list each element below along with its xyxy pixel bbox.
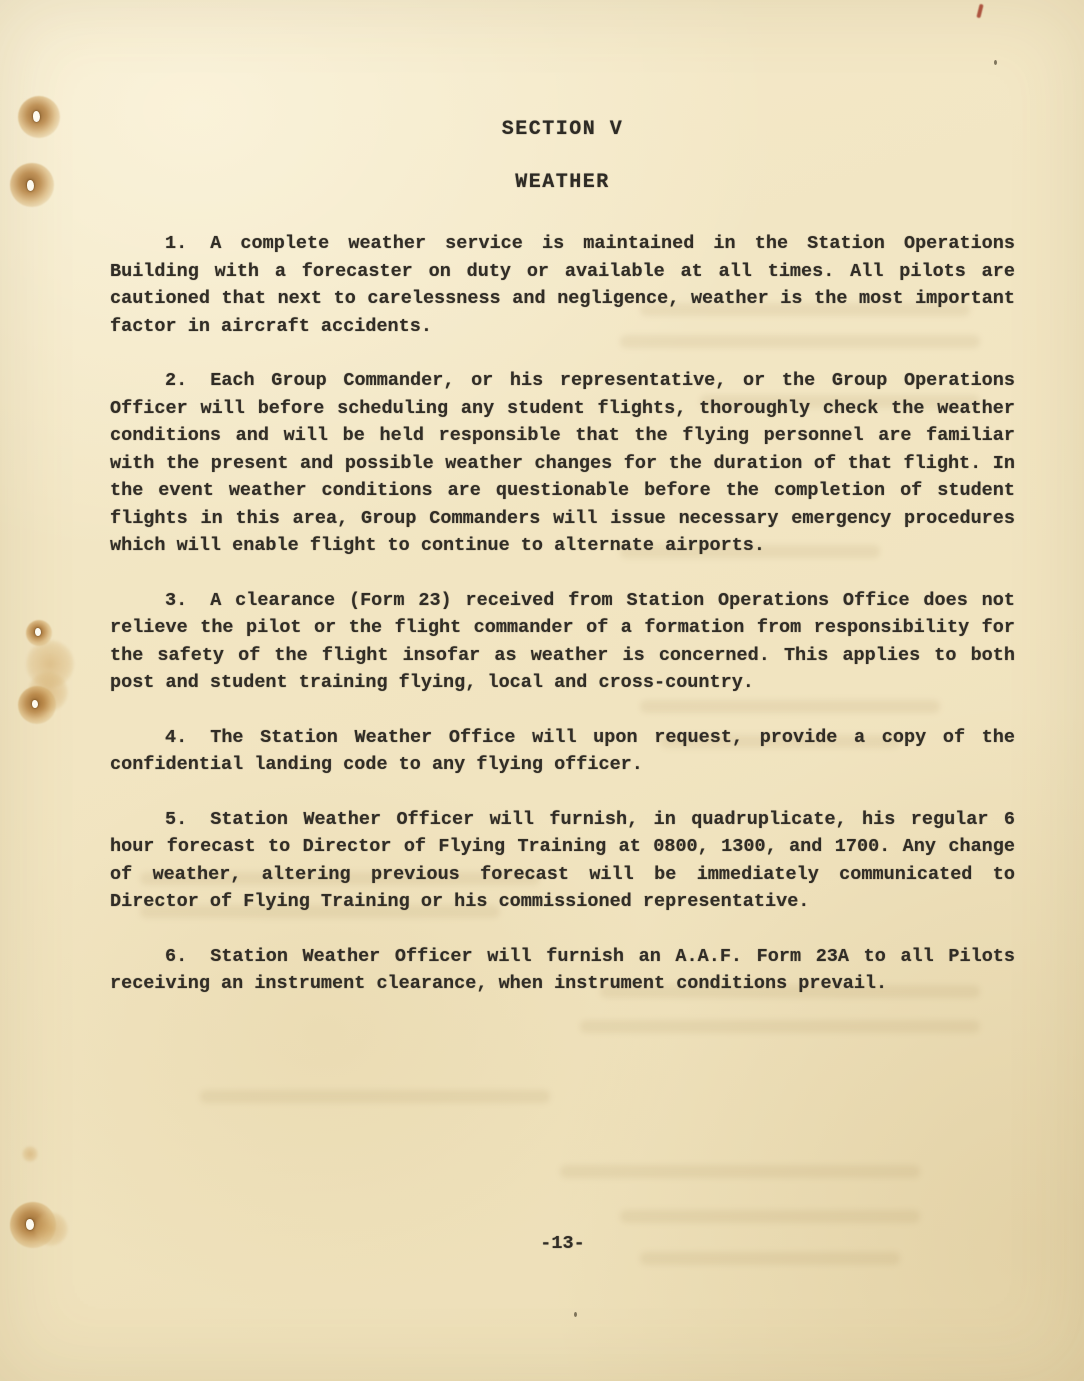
paragraph-text: Station Weather Officer will furnish, in quadruplicate, his regular 6 hour forecast to Director of Flying Training at 0800, 1300, and 1700. Any change of weather, altering previous forecast will be immediately communicated to Director of Flying Training or his commissioned representative.	[110, 808, 1015, 912]
ink-speck	[574, 1312, 577, 1317]
paragraph-number: 1.	[165, 233, 188, 254]
paragraph-5	[110, 806, 1015, 916]
document-subtitle: WEATHER	[515, 171, 610, 194]
paragraph-6	[110, 943, 1015, 998]
paragraph-4	[110, 724, 1015, 779]
punch-hole	[32, 700, 38, 708]
punch-hole	[26, 1219, 34, 1230]
bleedthrough-smudge	[620, 1210, 920, 1223]
paragraph-number: 5.	[165, 808, 188, 830]
paragraph-2	[110, 367, 1015, 560]
rust-stain	[34, 1212, 68, 1246]
document-body	[110, 118, 1015, 1025]
paragraph-number: 4.	[165, 726, 188, 748]
punch-hole	[35, 628, 41, 636]
bleedthrough-smudge	[200, 1090, 550, 1103]
paragraph-3	[110, 587, 1015, 697]
bleedthrough-smudge	[560, 1165, 920, 1178]
page-number: -13-	[540, 1233, 585, 1254]
paragraph-text: The Station Weather Office will upon request, provide a copy of the confidential landing code to any flying officer.	[110, 726, 1015, 775]
paragraph-text: A complete weather service is maintained in the Station Operations Building with a forecaster on duty or available at all times. All pilots are cautioned that next to carelessness and negligence, weather is the most important factor in aircraft accidents.	[110, 233, 1015, 337]
section-title: SECTION V	[501, 118, 624, 141]
paragraph-text: Station Weather Officer will furnish an A.A.F. Form 23A to all Pilots receiving an instrument clearance, when instrument conditions prevail.	[110, 945, 1015, 994]
red-pen-mark	[976, 4, 983, 19]
punch-hole	[27, 180, 34, 191]
paragraph-number: 3.	[165, 589, 188, 611]
paragraph-text: A clearance (Form 23) received from Station Operations Office does not relieve the pilot or the flight commander of a formation from responsibility for the safety of the flight insofar as weather is concerned. This applies to both post and student training flying, local and cross-country.	[110, 589, 1015, 693]
paragraph-1	[110, 230, 1015, 340]
rust-stain	[22, 1146, 38, 1162]
paragraph-text: Each Group Commander, or his representative, or the Group Operations Officer will before scheduling any student flights, thoroughly check the weather conditions and will be held responsible that the flying personnel are familiar with the present and possible weather changes for the duration of that flight. In the event weather conditions are questionable before the completion of student flights in this area, Group Commanders will issue necessary emergency procedures which will enable flight to continue to alternate airports.	[110, 370, 1015, 556]
ink-speck	[994, 60, 997, 65]
paragraph-number: 6.	[165, 945, 188, 967]
paragraph-number: 2.	[165, 370, 188, 391]
punch-hole	[33, 111, 40, 122]
